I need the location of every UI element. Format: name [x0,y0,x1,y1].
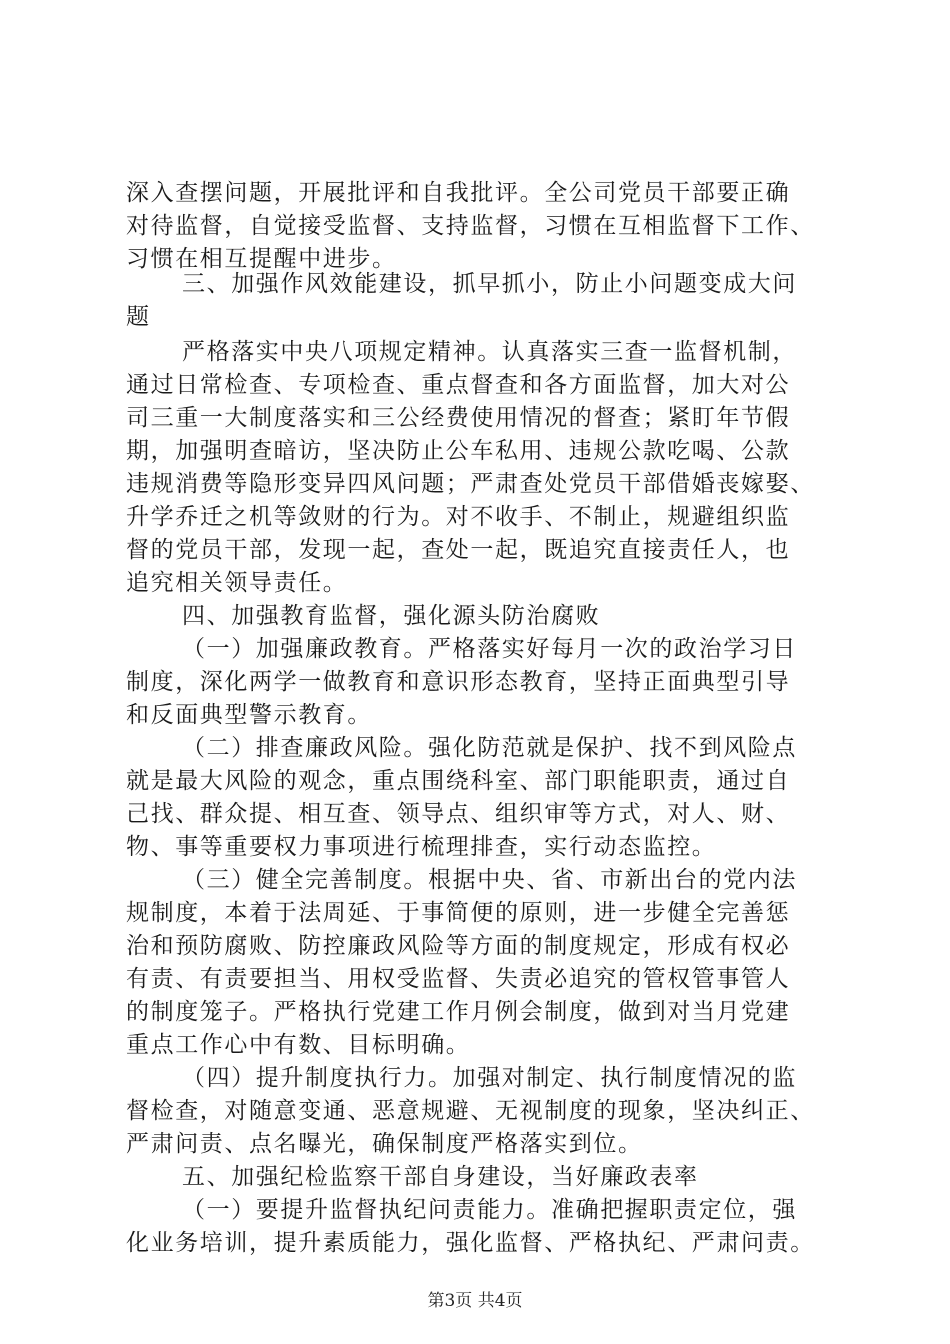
text-line: 制度，深化两学一做教育和意识形态教育，坚持正面典型引导 [126,669,791,695]
section-heading-5: 五、加强纪检监察干部自身建设，当好廉政表率 [182,1164,699,1190]
text-line: （四）提升制度执行力。加强对制定、执行制度情况的监 [182,1065,797,1091]
text-line: （一）要提升监督执纪问责能力。准确把握职责定位，强 [182,1197,797,1223]
text-line: 就是最大风险的观念，重点围绕科室、部门职能职责，通过自 [126,768,791,794]
text-line: 严格落实中央八项规定精神。认真落实三查一监督机制， [182,339,797,365]
text-line: 的制度笼子。严格执行党建工作月例会制度，做到对当月党建 [126,999,791,1025]
text-line: 对待监督，自觉接受监督、支持监督，习惯在互相监督下工作、 [126,213,815,239]
text-line: 物、事等重要权力事项进行梳理排查，实行动态监控。 [126,834,717,860]
text-line: 习惯在相互提醒中进步。 [126,246,397,272]
section-heading-4: 四、加强教育监督，强化源头防治腐败 [182,603,601,629]
text-line: （三）健全完善制度。根据中央、省、市新出台的党内法 [182,867,797,893]
text-line: 督检查，对随意变通、恶意规避、无视制度的现象，坚决纠正、 [126,1098,815,1124]
text-line: 期，加强明查暗访，坚决防止公车私用、违规公款吃喝、公款 [126,438,791,464]
text-line: 升学乔迁之机等敛财的行为。对不收手、不制止，规避组织监 [126,504,791,530]
text-line: （二）排查廉政风险。强化防范就是保护、找不到风险点 [182,735,797,761]
section-heading-3: 三、加强作风效能建设，抓早抓小，防止小问题变成大问 [182,271,797,297]
text-line: 治和预防腐败、防控廉政风险等方面的制度规定，形成有权必 [126,933,791,959]
text-line: 通过日常检查、专项检查、重点督查和各方面监督，加大对公 [126,372,791,398]
text-line: 重点工作心中有数、目标明确。 [126,1032,471,1058]
text-line: 严肃问责、点名曝光，确保制度严格落实到位。 [126,1131,643,1157]
text-line: 深入查摆问题，开展批评和自我批评。全公司党员干部要正确 [126,180,791,206]
text-line: 司三重一大制度落实和三公经费使用情况的督查；紧盯年节假 [126,405,791,431]
text-line: 有责、有责要担当、用权受监督、失责必追究的管权管事管人 [126,966,791,992]
text-line: （一）加强廉政教育。严格落实好每月一次的政治学习日 [182,636,797,662]
text-line: 违规消费等隐形变异四风问题；严肃查处党员干部借婚丧嫁娶、 [126,471,815,497]
text-line: 化业务培训，提升素质能力，强化监督、严格执纪、严肃问责。 [126,1230,815,1256]
text-line: 督的党员干部，发现一起，查处一起，既追究直接责任人，也 [126,537,791,563]
text-line: 追究相关领导责任。 [126,570,348,596]
text-line: 和反面典型警示教育。 [126,702,372,728]
text-line: 己找、群众提、相互查、领导点、组织审等方式，对人、财、 [126,801,791,827]
text-line: 规制度，本着于法周延、于事简便的原则，进一步健全完善惩 [126,900,791,926]
section-heading-3-cont: 题 [126,304,151,330]
page-footer: 第3页 共4页 [427,1291,523,1311]
